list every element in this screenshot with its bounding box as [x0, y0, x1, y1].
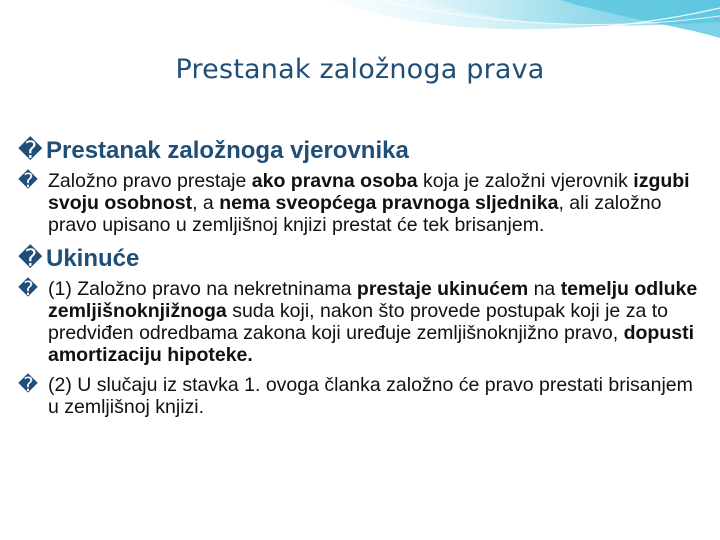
- text-run: (2) U slučaju iz stavka 1. ovoga članka založno će pravo prestati brisanjem u zemljišnoj knjizi.: [48, 374, 693, 418]
- list-item: [18, 170, 700, 236]
- section-heading-text: Prestanak založnoga vjerovnika: [46, 137, 409, 164]
- text-run: Založno pravo prestaje: [48, 170, 252, 192]
- bold-run: nema sveopćega pravnoga sljednika: [219, 192, 559, 214]
- bullet-icon: �: [18, 137, 43, 164]
- list-item: [18, 374, 700, 418]
- bold-run: ako pravna osoba: [251, 170, 418, 192]
- text-run: , a: [192, 192, 220, 214]
- list-item: [18, 278, 700, 366]
- bold-run: prestaje ukinućem: [356, 278, 529, 300]
- bullet-icon: �: [18, 374, 38, 396]
- text-run: suda koji, nakon što provede postupak koji je za to predviđen odredbama zakona koji uređuje zemljišnoknjižno pravo,: [48, 300, 668, 344]
- bold-run: temelju odluke zemljišnoknjižnoga: [48, 278, 698, 322]
- section-heading-ukinuce: [18, 244, 700, 274]
- section-heading-prestanak: [18, 136, 700, 166]
- bullet-icon: �: [18, 278, 38, 300]
- bold-run: izgubi svoju osobnost: [48, 170, 690, 214]
- text-run: na: [528, 278, 561, 300]
- section-heading-text: Ukinuće: [46, 245, 140, 272]
- slide-title: Prestanak založnoga prava: [175, 54, 545, 85]
- bold-run: dopusti amortizaciju hipoteke.: [48, 322, 694, 366]
- bullet-icon: �: [18, 170, 38, 192]
- text-run: (1) Založno pravo na nekretninama: [48, 278, 357, 300]
- text-run: , ali založno pravo upisano u zemljišnoj knjizi prestat će tek brisanjem.: [48, 192, 662, 236]
- slide-body: [18, 136, 700, 426]
- bullet-icon: �: [18, 245, 43, 272]
- text-run: koja je založni vjerovnik: [417, 170, 634, 192]
